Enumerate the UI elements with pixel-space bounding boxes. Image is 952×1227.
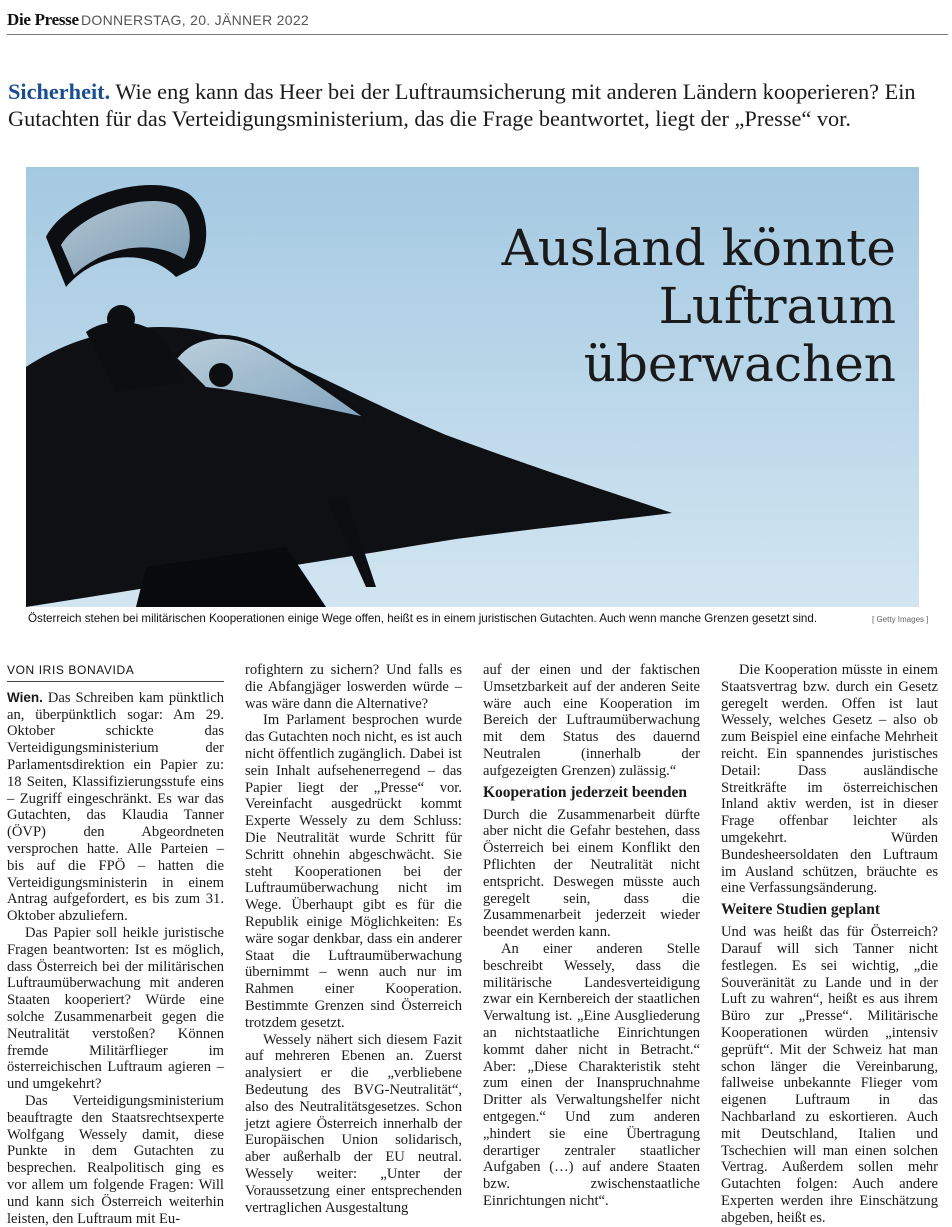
article-paragraph: Wessely nähert sich diesem Fazit auf mehreren Ebenen an. Zuerst analysiert er die „verbliebene Bedeutung des BVG-Neutralität“, also des Neutralitätsgesetzes. Schon jetzt agiere Österreich innerhalb der Europäischen Union solidarisch, aber außerhalb der EU neutral. Wessely weiter: „Unter der Voraussetzung einer entsprechenden vertraglichen Ausgestaltung	[245, 1031, 462, 1216]
article-paragraph: auf der einen und der faktischen Umsetzbarkeit auf der anderen Seite wäre auch eine Kooperation im Bereich der Luftraumüberwachung mit dem Status des dauernd Neutralen (innerhalb der aufgezeigten Grenzen) zulässig.“	[483, 662, 700, 779]
subheading: Kooperation jederzeit beenden	[483, 783, 688, 801]
subheading: Weitere Studien geplant	[721, 901, 881, 919]
article-paragraph: An einer anderen Stelle beschreibt Wessely, dass die militärische Landesverteidigung zwar ein Kernbereich der staatlichen Verwaltung ist. „Eine Ausgliederung an nichtstaatliche Einrichtungen kommt daher nicht in Betracht.“ Aber: „Diese Charakteristik steht zum einen der Inanspruchnahme Dritter als Verwaltungshelfer nicht entgegen.“ Und zum anderen „hindert sie eine Übertragung derartiger zentraler staatlicher Aufgaben (…) auf andere Staaten bzw. zwischenstaatliche Einrichtungen nicht“.	[483, 940, 700, 1209]
photo-caption: Österreich stehen bei militärischen Kooperationen einige Wege offen, heißt es in einem juristischen Gutachten. Auch wenn manche Grenzen gesetzt sind.	[28, 612, 818, 625]
hero-photo	[26, 167, 919, 607]
article-paragraph: Das Verteidigungsministerium beauftragte den Staatsrechtsexperte Wolfgang Wessely damit, diese Punkte in dem Gutachten zu besprechen. Realpolitisch ging es vor allem um folgende Fragen: Will und kann sich Österreich weiterhin leisten, den Luftraum mit Eu-	[7, 1092, 224, 1227]
article-paragraph: rofightern zu sichern? Und falls es die Abfangjäger loswerden würde – was wäre dann die Alternative?	[245, 662, 462, 712]
article-paragraph: Im Parlament besprochen wurde das Gutachten noch nicht, es ist auch nicht öffentlich zugänglich. Dabei ist sein Inhalt aufsehenerregend – das Papier liegt der „Presse“ vor. Vereinfacht ausgedrückt kommt Experte Wessely zu dem Schluss: Die Neutralität wurde Schritt für Schritt ohnehin abgeschwächt. Sie steht Kooperationen bei der Luftraumüberwachung nicht im Wege. Überhaupt gibt es für die Republik einige Möglichkeiten: Es wäre sogar denkbar, dass ein anderer Staat die Luftraumüberwachung übernimmt – wenn auch nur im Rahmen einer Kooperation. Bestimmte Grenzen sind Österreich trotzdem gesetzt.	[245, 712, 462, 1031]
newspaper-logo: Die Presse	[7, 10, 79, 29]
article-column-4	[721, 662, 938, 1227]
article-paragraph: Das Papier soll heikle juristische Fragen beantworten: Ist es möglich, dass Österreich bei der militärischen Luftraumüberwachung mit anderen Staaten kooperiert? Würde eine solche Zusammenarbeit gegen die Neutralität verstoßen? Können fremde Militärflieger im österreichischen Luftraum agieren – und umgekehrt?	[7, 924, 224, 1093]
article-column-1	[7, 662, 224, 1227]
lead-text: Wie eng kann das Heer bei der Luftraumsicherung mit anderen Ländern kooperieren? Ein Gutachten für das Verteidigungsministerium, das die Frage beantwortet, liegt der „Presse“ vor.	[8, 79, 916, 131]
article-paragraph: Und was heißt das für Österreich? Darauf will sich Tanner nicht festlegen. Es sei wichtig, „die Souveränität zu Lande und in der Luft zu wahren“, heißt es aus ihrem Büro zur „Presse“. Militärische Kooperationen würden „intensiv geprüft“. Mit der Schweiz hat man schon länger die Vereinbarung, fallweise unbekannte Flieger vom eigenen Luftraum in das Nachbarland zu eskortieren. Auch mit Deutschland, Italien und Tschechien will man einen solchen Vertrag. Außerdem sollen mehr Gutachten folgen: Auch andere Experten werden ihre Einschätzung abgeben, heißt es.	[721, 924, 938, 1226]
headline	[396, 219, 896, 393]
photo-credit: [ Getty Images ]	[872, 615, 929, 624]
article-paragraph: Durch die Zusammenarbeit dürfte aber nicht die Gefahr bestehen, dass Österreich bei einem Konflikt den Pflichten der Neutralität nicht entspricht. Deswegen müsste auch geregelt sein, dass die Zusammenarbeit jederzeit wieder beendet werden kann.	[483, 806, 700, 941]
headline-line-2: Luftraum	[658, 277, 896, 335]
article-column-2	[245, 662, 462, 1216]
dateline-location: Wien.	[7, 689, 43, 705]
headline-line-1: Ausland könnte	[501, 219, 896, 277]
article-paragraph: Die Kooperation müsste in einem Staatsvertrag bzw. durch ein Gesetz geregelt werden. Offen ist laut Wessely, welches Gesetz – also ob zum Beispiel eine einfache Mehrheit reicht. Ein spannendes juristisches Detail: Dass ausländische Streitkräfte im österreichischen Inland aktiv werden, ist in dieser Frage offenbar leichter als umgekehrt. Würden Bundesheersoldaten den Luftraum im Ausland schützen, bräuchte es eine Verfassungsänderung.	[721, 662, 938, 897]
byline: VON IRIS BONAVIDA	[7, 662, 224, 682]
article-paragraph: Wien. Das Schreiben kam pünktlich an, überpünktlich sogar: Am 29. Oktober schickte das Verteidigungsministerium der Parlamentsdirektion ein Papier zu: 18 Seiten, Klassifizierungsstufe eins – Zugriff eingeschränkt. Es war das Gutachten, das Klaudia Tanner (ÖVP) den Abgeordneten versprochen hatte. Alle Parteien – bis auf die FPÖ – hatten die Verteidigungsministerin in einem Antrag aufgefordert, es bis zum 31. Oktober abzuliefern.	[7, 689, 224, 925]
lead-paragraph	[8, 78, 948, 132]
issue-date: DONNERSTAG, 20. JÄNNER 2022	[81, 12, 310, 28]
masthead	[7, 8, 948, 35]
headline-line-3: überwachen	[583, 335, 896, 393]
lead-kicker: Sicherheit.	[8, 79, 111, 104]
article-column-3	[483, 662, 700, 1210]
